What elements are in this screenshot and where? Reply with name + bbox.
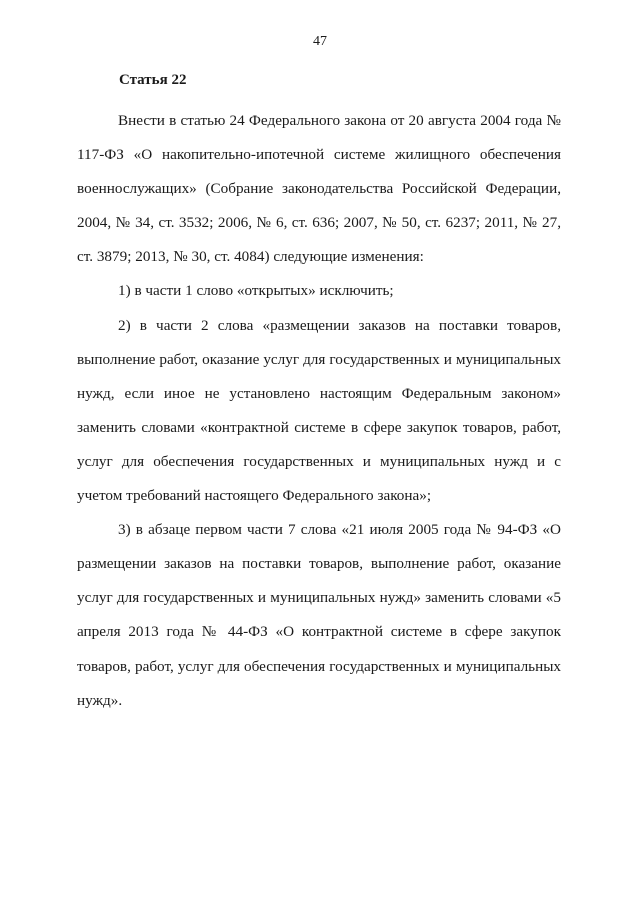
intro-paragraph: Внести в статью 24 Федерального закона от 20 августа 2004 года № 117-ФЗ «О накопительно-ипотечной системе жилищного обеспечения военнослужащих» (Собрание законодательства Российской Федерации, 2004, № 34, ст. 3532; 2006, № 6, ст. 636; 2007, № 50, ст. 6237; 2011, № 27, ст. 3879; 2013, № 30, ст. 4084) следующие изменения: — [77, 112, 561, 266]
page-number: 47 — [313, 34, 327, 49]
amendment-item-3: 3) в абзаце первом части 7 слова «21 июля 2005 года № 94-ФЗ «О размещении заказов на поставки товаров, выполнение работ, оказание услуг для государственных и муниципальных нужд» заменить словами «5 апреля 2013 года № 44-ФЗ «О контрактной системе в сфере закупок товаров, работ, услуг для обеспечения государственных и муниципальных нужд». — [77, 521, 561, 709]
amendment-item-1: 1) в части 1 слово «открытых» исключить; — [118, 282, 394, 300]
amendment-item-2: 2) в части 2 слова «размещении заказов на поставки товаров, выполнение работ, оказание услуг для государственных и муниципальных нужд, если иное не установлено настоящим Федеральным законом» заменить словами «контрактной системе в сфере закупок товаров, работ, услуг для обеспечения государственных и муниципальных нужд и с учетом требований настоящего Федерального закона»; — [77, 316, 561, 505]
article-body — [77, 104, 561, 718]
article-heading: Статья 22 — [119, 72, 187, 88]
